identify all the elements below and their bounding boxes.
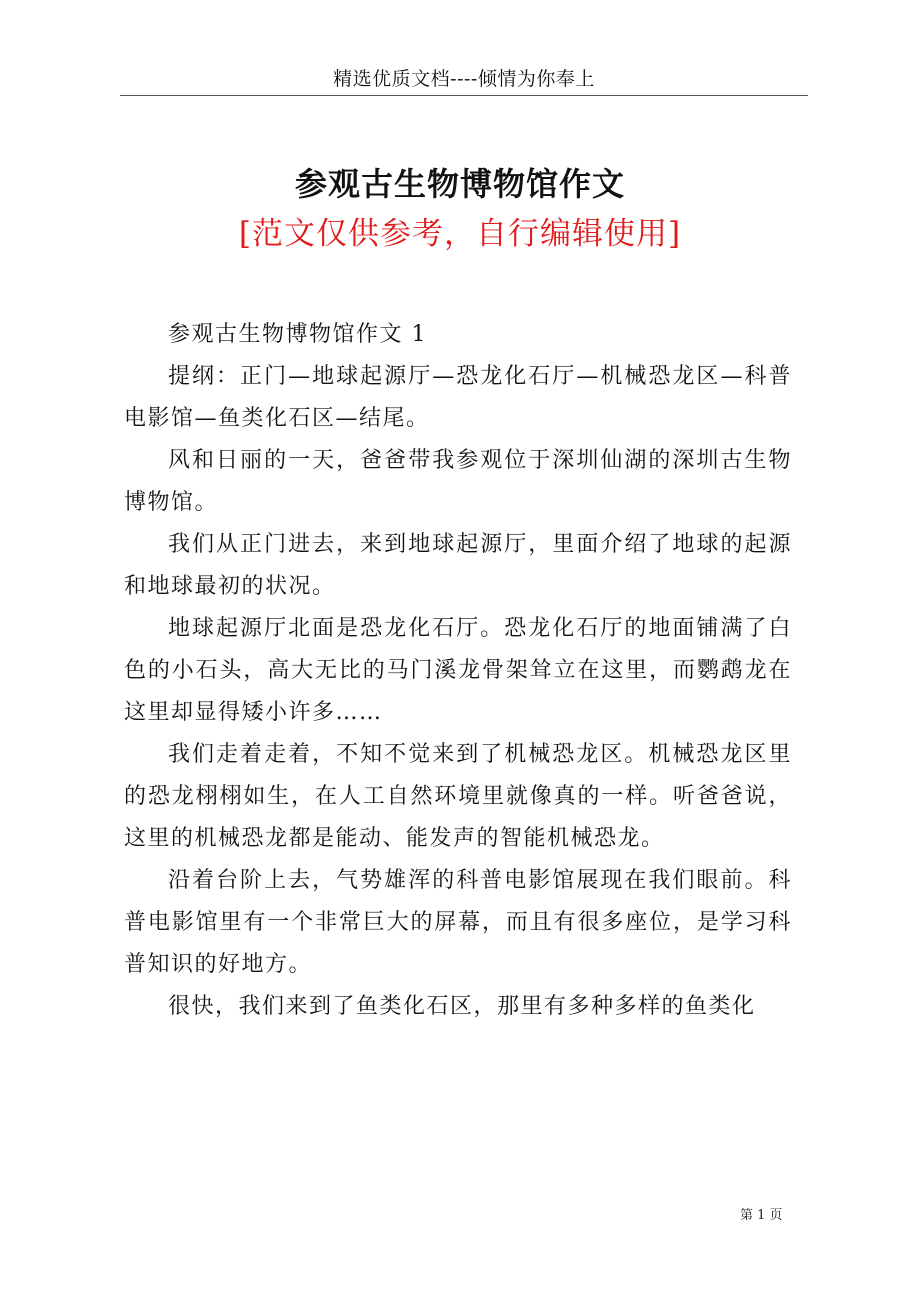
paragraph: 地球起源厅北面是恐龙化石厅。恐龙化石厅的地面铺满了白色的小石头，高大无比的马门溪龙骨架耸立在这里，而鹦鹉龙在这里却显得矮小许多…… bbox=[124, 616, 792, 725]
paragraph: 我们从正门进去，来到地球起源厅，里面介绍了地球的起源和地球最初的状况。 bbox=[124, 532, 792, 599]
paragraph: 很快，我们来到了鱼类化石区，那里有多种多样的鱼类化 bbox=[168, 994, 756, 1019]
page-header: 精选优质文档----倾情为你奉上 bbox=[333, 68, 595, 90]
paragraph: 提纲：正门—地球起源厅—恐龙化石厅—机械恐龙区—科普电影馆—鱼类化石区—结尾。 bbox=[124, 364, 792, 431]
document-title: 参观古生物博物馆作文 bbox=[294, 165, 625, 203]
page-number: 第 1 页 bbox=[740, 1208, 783, 1223]
header-divider bbox=[120, 95, 808, 96]
paragraph: 沿着台阶上去，气势雄浑的科普电影馆展现在我们眼前。科普电影馆里有一个非常巨大的屏幕，而且有很多座位，是学习科普知识的好地方。 bbox=[124, 868, 792, 977]
paragraph: 风和日丽的一天，爸爸带我参观位于深圳仙湖的深圳古生物博物馆。 bbox=[124, 448, 792, 515]
paragraph: 参观古生物博物馆作文 1 bbox=[168, 322, 427, 347]
document-subtitle: [范文仅供参考，自行编辑使用] bbox=[238, 216, 682, 252]
paragraph: 我们走着走着，不知不觉来到了机械恐龙区。机械恐龙区里的恐龙栩栩如生，在人工自然环境里就像真的一样。听爸爸说，这里的机械恐龙都是能动、能发声的智能机械恐龙。 bbox=[124, 742, 792, 851]
document-body bbox=[124, 314, 792, 1028]
